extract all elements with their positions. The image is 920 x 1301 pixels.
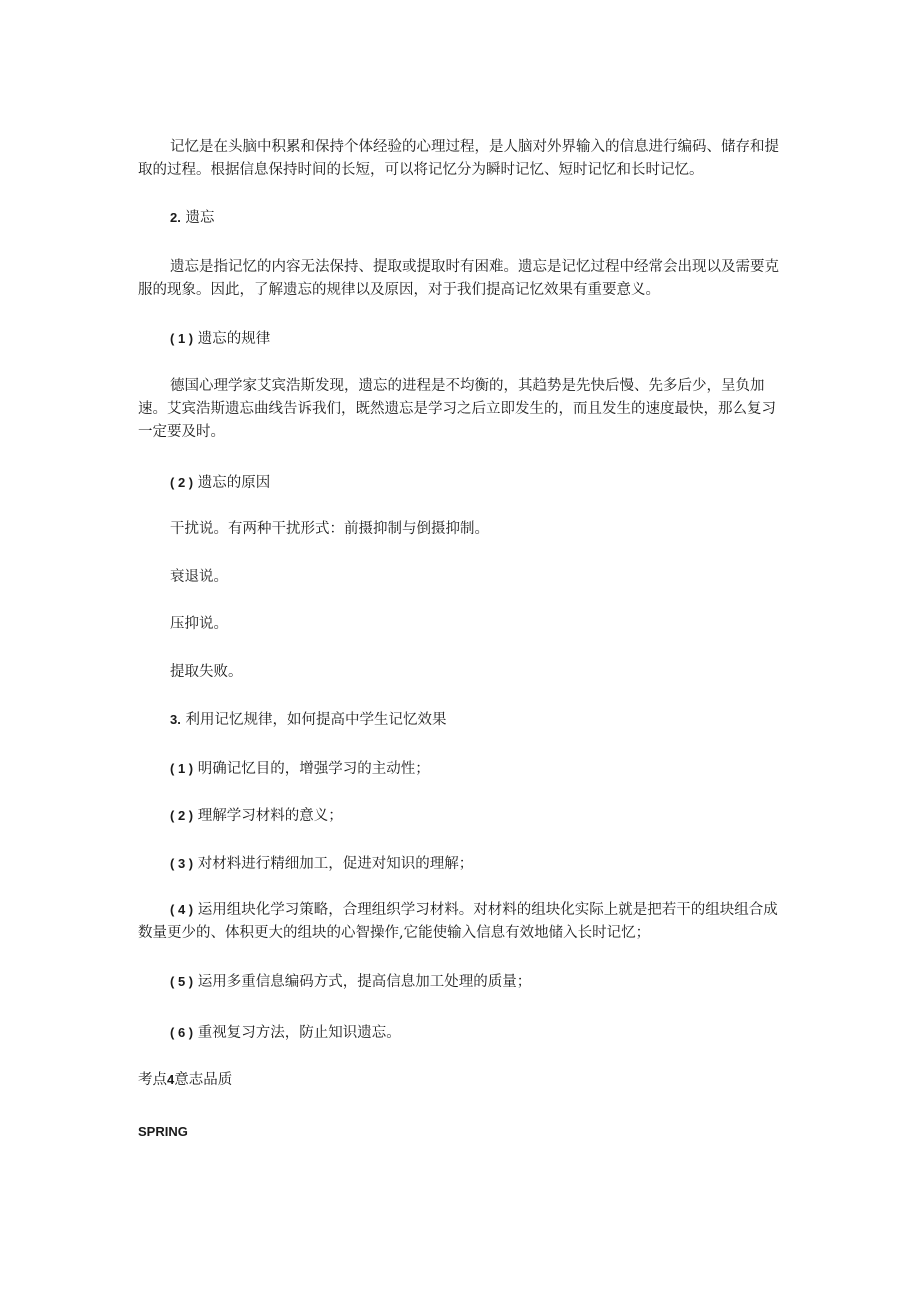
subheading-forgetting-causes <box>170 471 820 495</box>
cause-interference: 干扰说。有两种干扰形式：前摄抑制与倒摄抑制。 <box>170 521 489 537</box>
list-item-number: ( 1 ) <box>170 761 194 776</box>
heading-text: 遗忘 <box>185 210 215 226</box>
list-item <box>138 898 788 945</box>
section-heading-kaodian <box>138 1068 788 1092</box>
paragraph-ebbinghaus: 德国心理学家艾宾浩斯发现，遗忘的进程是不均衡的，其趋势是先快后慢、先多后少，呈负加速。艾宾浩斯遗忘曲线告诉我们，既然遗忘是学习之后立即发生的，而且发生的速度最快，那么复习一定要及时。 <box>138 378 776 440</box>
cause-decay: 衰退说。 <box>170 569 228 585</box>
list-item-number: ( 5 ) <box>170 974 194 989</box>
heading-improve-memory <box>138 708 788 732</box>
subheading-number: ( 1 ) <box>170 331 194 346</box>
subheading-forgetting-law <box>170 327 820 351</box>
list-item <box>170 804 820 828</box>
list-item <box>170 1021 820 1045</box>
section-heading-number: 4 <box>167 1072 175 1087</box>
paragraph-memory-definition: 记忆是在头脑中积累和保持个体经验的心理过程，是人脑对外界输入的信息进行编码、储存和提取的过程。根据信息保持时间的长短，可以将记忆分为瞬时记忆、短时记忆和长时记忆。 <box>138 139 779 178</box>
heading-number: 3. <box>170 712 181 727</box>
list-item-number: ( 3 ) <box>170 856 194 871</box>
list-item <box>170 852 820 876</box>
subheading-text: 遗忘的规律 <box>197 331 271 347</box>
list-item-text: 对材料进行精细加工，促进对知识的理解； <box>197 856 474 872</box>
section-heading-text: 意志品质 <box>174 1072 233 1088</box>
heading-text: 利用记忆规律，如何提高中学生记忆效果 <box>185 712 447 728</box>
list-item-text: 重视复习方法，防止知识遗忘。 <box>197 1025 401 1041</box>
spring-label: SPRING <box>138 1124 188 1139</box>
list-item <box>170 970 820 994</box>
list-item-text: 理解学习材料的意义； <box>197 808 343 824</box>
list-item-number: ( 2 ) <box>170 808 194 823</box>
list-item-number: ( 4 ) <box>170 902 194 917</box>
list-item-text: 运用组块化学习策略，合理组织学习材料。对材料的组块化实际上就是把若干的组块组合成数量更少的、体积更大的组块的心智操作,它能使输入信息有效地储入长时记忆； <box>138 902 778 941</box>
list-item-number: ( 6 ) <box>170 1025 194 1040</box>
list-item-text: 运用多重信息编码方式，提高信息加工处理的质量； <box>197 974 532 990</box>
cause-repression: 压抑说。 <box>170 616 228 632</box>
subheading-number: ( 2 ) <box>170 475 194 490</box>
list-item <box>170 757 820 781</box>
section-heading-prefix: 考点 <box>138 1072 167 1088</box>
list-item-text: 明确记忆目的，增强学习的主动性； <box>197 761 430 777</box>
heading-forgetting <box>138 206 788 230</box>
subheading-text: 遗忘的原因 <box>197 475 271 491</box>
heading-number: 2. <box>170 210 181 225</box>
paragraph-forgetting-definition: 遗忘是指记忆的内容无法保持、提取或提取时有困难。遗忘是记忆过程中经常会出现以及需要克服的现象。因此，了解遗忘的规律以及原因，对于我们提高记忆效果有重要意义。 <box>138 259 779 298</box>
cause-retrieval-failure: 提取失败。 <box>170 664 243 680</box>
